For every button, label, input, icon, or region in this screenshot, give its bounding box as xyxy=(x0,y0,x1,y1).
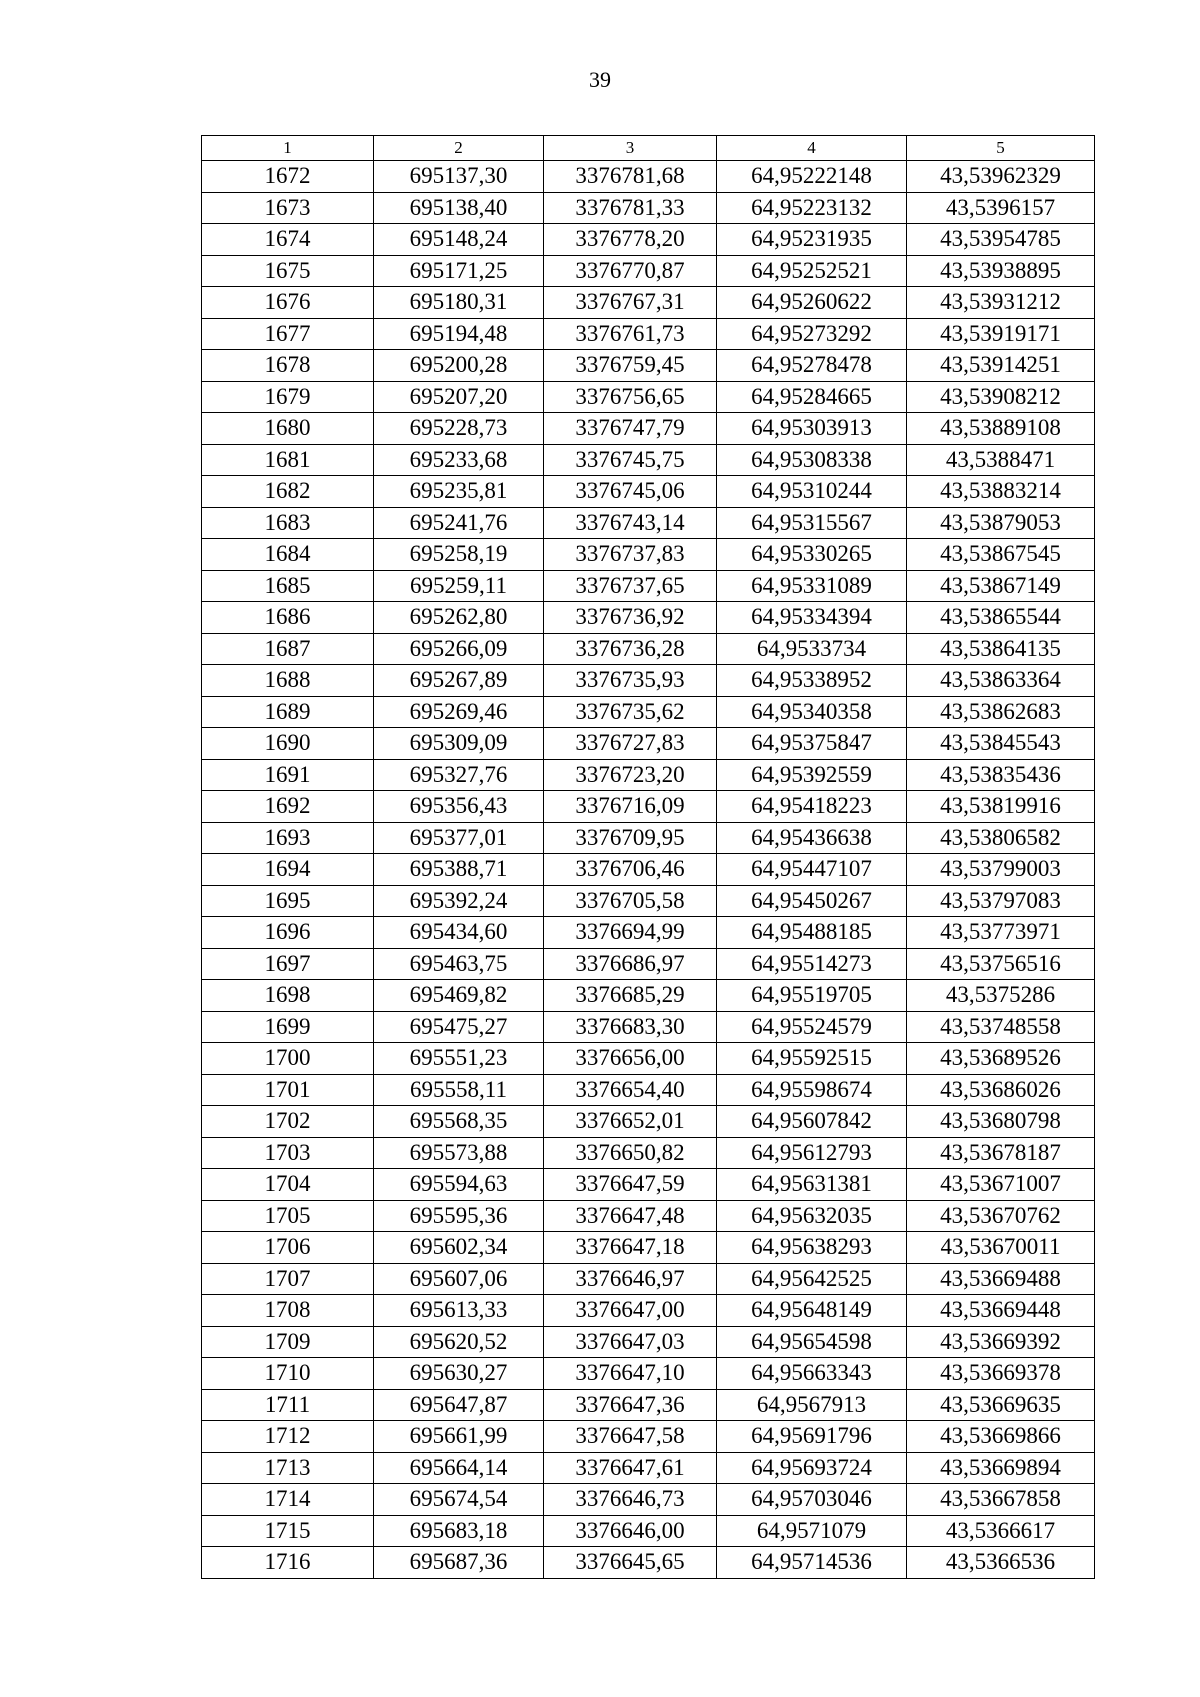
y-coordinate-cell: 3376737,65 xyxy=(544,570,717,602)
x-coordinate-cell: 695309,09 xyxy=(374,728,544,760)
table-row xyxy=(202,1169,1095,1201)
point-number-cell: 1682 xyxy=(202,476,374,508)
longitude-cell: 43,53669635 xyxy=(907,1389,1095,1421)
x-coordinate-cell: 695392,24 xyxy=(374,885,544,917)
longitude-cell: 43,53914251 xyxy=(907,350,1095,382)
y-coordinate-cell: 3376716,09 xyxy=(544,791,717,823)
x-coordinate-cell: 695207,20 xyxy=(374,381,544,413)
y-coordinate-cell: 3376736,28 xyxy=(544,633,717,665)
x-coordinate-cell: 695262,80 xyxy=(374,602,544,634)
y-coordinate-cell: 3376743,14 xyxy=(544,507,717,539)
longitude-cell: 43,53670011 xyxy=(907,1232,1095,1264)
latitude-cell: 64,95703046 xyxy=(717,1484,907,1516)
x-coordinate-cell: 695607,06 xyxy=(374,1263,544,1295)
latitude-cell: 64,95260622 xyxy=(717,287,907,319)
point-number-cell: 1715 xyxy=(202,1515,374,1547)
longitude-cell: 43,53669392 xyxy=(907,1326,1095,1358)
y-coordinate-cell: 3376781,68 xyxy=(544,161,717,193)
table-row xyxy=(202,1043,1095,1075)
latitude-cell: 64,95598674 xyxy=(717,1074,907,1106)
column-header-3: 3 xyxy=(544,136,717,161)
point-number-cell: 1683 xyxy=(202,507,374,539)
longitude-cell: 43,53806582 xyxy=(907,822,1095,854)
latitude-cell: 64,9533734 xyxy=(717,633,907,665)
x-coordinate-cell: 695463,75 xyxy=(374,948,544,980)
y-coordinate-cell: 3376647,58 xyxy=(544,1421,717,1453)
longitude-cell: 43,53962329 xyxy=(907,161,1095,193)
longitude-cell: 43,53689526 xyxy=(907,1043,1095,1075)
coordinates-table xyxy=(201,135,1095,1579)
y-coordinate-cell: 3376761,73 xyxy=(544,318,717,350)
longitude-cell: 43,53919171 xyxy=(907,318,1095,350)
table-row xyxy=(202,570,1095,602)
x-coordinate-cell: 695377,01 xyxy=(374,822,544,854)
table-row xyxy=(202,539,1095,571)
latitude-cell: 64,95330265 xyxy=(717,539,907,571)
longitude-cell: 43,53819916 xyxy=(907,791,1095,823)
point-number-cell: 1709 xyxy=(202,1326,374,1358)
point-number-cell: 1710 xyxy=(202,1358,374,1390)
latitude-cell: 64,9571079 xyxy=(717,1515,907,1547)
latitude-cell: 64,95714536 xyxy=(717,1547,907,1579)
table-row xyxy=(202,665,1095,697)
x-coordinate-cell: 695148,24 xyxy=(374,224,544,256)
point-number-cell: 1705 xyxy=(202,1200,374,1232)
latitude-cell: 64,95375847 xyxy=(717,728,907,760)
y-coordinate-cell: 3376647,10 xyxy=(544,1358,717,1390)
y-coordinate-cell: 3376735,93 xyxy=(544,665,717,697)
longitude-cell: 43,5388471 xyxy=(907,444,1095,476)
column-header-1: 1 xyxy=(202,136,374,161)
point-number-cell: 1677 xyxy=(202,318,374,350)
latitude-cell: 64,95514273 xyxy=(717,948,907,980)
latitude-cell: 64,95231935 xyxy=(717,224,907,256)
latitude-cell: 64,95524579 xyxy=(717,1011,907,1043)
longitude-cell: 43,53669448 xyxy=(907,1295,1095,1327)
table-row xyxy=(202,1515,1095,1547)
point-number-cell: 1691 xyxy=(202,759,374,791)
table-row xyxy=(202,1263,1095,1295)
point-number-cell: 1681 xyxy=(202,444,374,476)
latitude-cell: 64,95284665 xyxy=(717,381,907,413)
longitude-cell: 43,5375286 xyxy=(907,980,1095,1012)
point-number-cell: 1712 xyxy=(202,1421,374,1453)
table-row xyxy=(202,444,1095,476)
table-row xyxy=(202,980,1095,1012)
latitude-cell: 64,95310244 xyxy=(717,476,907,508)
longitude-cell: 43,53799003 xyxy=(907,854,1095,886)
latitude-cell: 64,95450267 xyxy=(717,885,907,917)
point-number-cell: 1716 xyxy=(202,1547,374,1579)
longitude-cell: 43,5366536 xyxy=(907,1547,1095,1579)
table-row xyxy=(202,728,1095,760)
y-coordinate-cell: 3376683,30 xyxy=(544,1011,717,1043)
point-number-cell: 1711 xyxy=(202,1389,374,1421)
x-coordinate-cell: 695661,99 xyxy=(374,1421,544,1453)
y-coordinate-cell: 3376647,03 xyxy=(544,1326,717,1358)
longitude-cell: 43,53667858 xyxy=(907,1484,1095,1516)
latitude-cell: 64,95273292 xyxy=(717,318,907,350)
table-row xyxy=(202,1452,1095,1484)
latitude-cell: 64,95447107 xyxy=(717,854,907,886)
point-number-cell: 1675 xyxy=(202,255,374,287)
y-coordinate-cell: 3376645,65 xyxy=(544,1547,717,1579)
latitude-cell: 64,95278478 xyxy=(717,350,907,382)
y-coordinate-cell: 3376647,48 xyxy=(544,1200,717,1232)
longitude-cell: 43,53867545 xyxy=(907,539,1095,571)
longitude-cell: 43,53773971 xyxy=(907,917,1095,949)
latitude-cell: 64,9567913 xyxy=(717,1389,907,1421)
y-coordinate-cell: 3376735,62 xyxy=(544,696,717,728)
latitude-cell: 64,95648149 xyxy=(717,1295,907,1327)
longitude-cell: 43,53669866 xyxy=(907,1421,1095,1453)
x-coordinate-cell: 695266,09 xyxy=(374,633,544,665)
table-row xyxy=(202,224,1095,256)
y-coordinate-cell: 3376737,83 xyxy=(544,539,717,571)
x-coordinate-cell: 695180,31 xyxy=(374,287,544,319)
point-number-cell: 1692 xyxy=(202,791,374,823)
column-header-5: 5 xyxy=(907,136,1095,161)
table-row xyxy=(202,476,1095,508)
point-number-cell: 1695 xyxy=(202,885,374,917)
x-coordinate-cell: 695228,73 xyxy=(374,413,544,445)
y-coordinate-cell: 3376652,01 xyxy=(544,1106,717,1138)
table-row xyxy=(202,948,1095,980)
x-coordinate-cell: 695594,63 xyxy=(374,1169,544,1201)
x-coordinate-cell: 695630,27 xyxy=(374,1358,544,1390)
y-coordinate-cell: 3376647,00 xyxy=(544,1295,717,1327)
longitude-cell: 43,5396157 xyxy=(907,192,1095,224)
longitude-cell: 43,53938895 xyxy=(907,255,1095,287)
table-row xyxy=(202,318,1095,350)
longitude-cell: 43,53678187 xyxy=(907,1137,1095,1169)
longitude-cell: 43,53865544 xyxy=(907,602,1095,634)
y-coordinate-cell: 3376745,06 xyxy=(544,476,717,508)
x-coordinate-cell: 695602,34 xyxy=(374,1232,544,1264)
point-number-cell: 1680 xyxy=(202,413,374,445)
x-coordinate-cell: 695674,54 xyxy=(374,1484,544,1516)
y-coordinate-cell: 3376778,20 xyxy=(544,224,717,256)
longitude-cell: 43,53862683 xyxy=(907,696,1095,728)
latitude-cell: 64,95436638 xyxy=(717,822,907,854)
x-coordinate-cell: 695356,43 xyxy=(374,791,544,823)
x-coordinate-cell: 695269,46 xyxy=(374,696,544,728)
table-row xyxy=(202,287,1095,319)
latitude-cell: 64,95663343 xyxy=(717,1358,907,1390)
point-number-cell: 1708 xyxy=(202,1295,374,1327)
x-coordinate-cell: 695620,52 xyxy=(374,1326,544,1358)
x-coordinate-cell: 695568,35 xyxy=(374,1106,544,1138)
x-coordinate-cell: 695388,71 xyxy=(374,854,544,886)
point-number-cell: 1713 xyxy=(202,1452,374,1484)
y-coordinate-cell: 3376723,20 xyxy=(544,759,717,791)
longitude-cell: 43,53686026 xyxy=(907,1074,1095,1106)
point-number-cell: 1679 xyxy=(202,381,374,413)
y-coordinate-cell: 3376705,58 xyxy=(544,885,717,917)
point-number-cell: 1699 xyxy=(202,1011,374,1043)
x-coordinate-cell: 695434,60 xyxy=(374,917,544,949)
table-row xyxy=(202,161,1095,193)
point-number-cell: 1697 xyxy=(202,948,374,980)
y-coordinate-cell: 3376709,95 xyxy=(544,822,717,854)
longitude-cell: 43,5366617 xyxy=(907,1515,1095,1547)
y-coordinate-cell: 3376685,29 xyxy=(544,980,717,1012)
table-row xyxy=(202,255,1095,287)
y-coordinate-cell: 3376759,45 xyxy=(544,350,717,382)
x-coordinate-cell: 695595,36 xyxy=(374,1200,544,1232)
point-number-cell: 1707 xyxy=(202,1263,374,1295)
longitude-cell: 43,53669488 xyxy=(907,1263,1095,1295)
x-coordinate-cell: 695687,36 xyxy=(374,1547,544,1579)
y-coordinate-cell: 3376650,82 xyxy=(544,1137,717,1169)
latitude-cell: 64,95691796 xyxy=(717,1421,907,1453)
table-row xyxy=(202,1232,1095,1264)
x-coordinate-cell: 695258,19 xyxy=(374,539,544,571)
table-row xyxy=(202,1106,1095,1138)
latitude-cell: 64,95519705 xyxy=(717,980,907,1012)
table-row xyxy=(202,350,1095,382)
y-coordinate-cell: 3376686,97 xyxy=(544,948,717,980)
point-number-cell: 1685 xyxy=(202,570,374,602)
latitude-cell: 64,95631381 xyxy=(717,1169,907,1201)
point-number-cell: 1673 xyxy=(202,192,374,224)
y-coordinate-cell: 3376646,97 xyxy=(544,1263,717,1295)
y-coordinate-cell: 3376727,83 xyxy=(544,728,717,760)
point-number-cell: 1678 xyxy=(202,350,374,382)
y-coordinate-cell: 3376647,61 xyxy=(544,1452,717,1484)
longitude-cell: 43,53879053 xyxy=(907,507,1095,539)
latitude-cell: 64,95607842 xyxy=(717,1106,907,1138)
point-number-cell: 1693 xyxy=(202,822,374,854)
table-row xyxy=(202,381,1095,413)
point-number-cell: 1689 xyxy=(202,696,374,728)
point-number-cell: 1702 xyxy=(202,1106,374,1138)
latitude-cell: 64,95638293 xyxy=(717,1232,907,1264)
latitude-cell: 64,95340358 xyxy=(717,696,907,728)
latitude-cell: 64,95592515 xyxy=(717,1043,907,1075)
point-number-cell: 1696 xyxy=(202,917,374,949)
table-row xyxy=(202,791,1095,823)
table-row xyxy=(202,633,1095,665)
table-row xyxy=(202,1547,1095,1579)
latitude-cell: 64,95418223 xyxy=(717,791,907,823)
column-header-2: 2 xyxy=(374,136,544,161)
longitude-cell: 43,53845543 xyxy=(907,728,1095,760)
longitude-cell: 43,53889108 xyxy=(907,413,1095,445)
x-coordinate-cell: 695233,68 xyxy=(374,444,544,476)
table-row xyxy=(202,1326,1095,1358)
y-coordinate-cell: 3376647,36 xyxy=(544,1389,717,1421)
x-coordinate-cell: 695573,88 xyxy=(374,1137,544,1169)
point-number-cell: 1714 xyxy=(202,1484,374,1516)
longitude-cell: 43,53669378 xyxy=(907,1358,1095,1390)
y-coordinate-cell: 3376767,31 xyxy=(544,287,717,319)
latitude-cell: 64,95612793 xyxy=(717,1137,907,1169)
latitude-cell: 64,95331089 xyxy=(717,570,907,602)
latitude-cell: 64,95338952 xyxy=(717,665,907,697)
table-row xyxy=(202,192,1095,224)
table-row xyxy=(202,602,1095,634)
longitude-cell: 43,53908212 xyxy=(907,381,1095,413)
y-coordinate-cell: 3376656,00 xyxy=(544,1043,717,1075)
x-coordinate-cell: 695558,11 xyxy=(374,1074,544,1106)
table-row xyxy=(202,1295,1095,1327)
x-coordinate-cell: 695683,18 xyxy=(374,1515,544,1547)
latitude-cell: 64,95632035 xyxy=(717,1200,907,1232)
x-coordinate-cell: 695235,81 xyxy=(374,476,544,508)
x-coordinate-cell: 695137,30 xyxy=(374,161,544,193)
y-coordinate-cell: 3376647,18 xyxy=(544,1232,717,1264)
table-row xyxy=(202,413,1095,445)
table-row xyxy=(202,696,1095,728)
x-coordinate-cell: 695664,14 xyxy=(374,1452,544,1484)
latitude-cell: 64,95488185 xyxy=(717,917,907,949)
y-coordinate-cell: 3376654,40 xyxy=(544,1074,717,1106)
point-number-cell: 1690 xyxy=(202,728,374,760)
longitude-cell: 43,53863364 xyxy=(907,665,1095,697)
point-number-cell: 1688 xyxy=(202,665,374,697)
point-number-cell: 1672 xyxy=(202,161,374,193)
longitude-cell: 43,53756516 xyxy=(907,948,1095,980)
table-row xyxy=(202,1011,1095,1043)
longitude-cell: 43,53867149 xyxy=(907,570,1095,602)
latitude-cell: 64,95252521 xyxy=(717,255,907,287)
y-coordinate-cell: 3376756,65 xyxy=(544,381,717,413)
latitude-cell: 64,95315567 xyxy=(717,507,907,539)
longitude-cell: 43,53864135 xyxy=(907,633,1095,665)
y-coordinate-cell: 3376736,92 xyxy=(544,602,717,634)
table-row xyxy=(202,1200,1095,1232)
point-number-cell: 1698 xyxy=(202,980,374,1012)
y-coordinate-cell: 3376747,79 xyxy=(544,413,717,445)
point-number-cell: 1684 xyxy=(202,539,374,571)
longitude-cell: 43,53797083 xyxy=(907,885,1095,917)
x-coordinate-cell: 695647,87 xyxy=(374,1389,544,1421)
table-row xyxy=(202,1484,1095,1516)
longitude-cell: 43,53835436 xyxy=(907,759,1095,791)
point-number-cell: 1703 xyxy=(202,1137,374,1169)
table-row xyxy=(202,759,1095,791)
point-number-cell: 1700 xyxy=(202,1043,374,1075)
page-number: 39 xyxy=(589,67,611,92)
y-coordinate-cell: 3376694,99 xyxy=(544,917,717,949)
y-coordinate-cell: 3376706,46 xyxy=(544,854,717,886)
longitude-cell: 43,53670762 xyxy=(907,1200,1095,1232)
x-coordinate-cell: 695200,28 xyxy=(374,350,544,382)
table-row xyxy=(202,822,1095,854)
point-number-cell: 1686 xyxy=(202,602,374,634)
point-number-cell: 1676 xyxy=(202,287,374,319)
point-number-cell: 1701 xyxy=(202,1074,374,1106)
x-coordinate-cell: 695551,23 xyxy=(374,1043,544,1075)
x-coordinate-cell: 695613,33 xyxy=(374,1295,544,1327)
table-row xyxy=(202,1389,1095,1421)
longitude-cell: 43,53671007 xyxy=(907,1169,1095,1201)
latitude-cell: 64,95303913 xyxy=(717,413,907,445)
table-row xyxy=(202,1358,1095,1390)
point-number-cell: 1694 xyxy=(202,854,374,886)
latitude-cell: 64,95392559 xyxy=(717,759,907,791)
table-row xyxy=(202,1421,1095,1453)
table-row xyxy=(202,1074,1095,1106)
column-header-4: 4 xyxy=(717,136,907,161)
latitude-cell: 64,95693724 xyxy=(717,1452,907,1484)
x-coordinate-cell: 695469,82 xyxy=(374,980,544,1012)
y-coordinate-cell: 3376646,00 xyxy=(544,1515,717,1547)
y-coordinate-cell: 3376770,87 xyxy=(544,255,717,287)
x-coordinate-cell: 695267,89 xyxy=(374,665,544,697)
point-number-cell: 1706 xyxy=(202,1232,374,1264)
x-coordinate-cell: 695194,48 xyxy=(374,318,544,350)
longitude-cell: 43,53669894 xyxy=(907,1452,1095,1484)
latitude-cell: 64,95642525 xyxy=(717,1263,907,1295)
point-number-cell: 1704 xyxy=(202,1169,374,1201)
table-row xyxy=(202,1137,1095,1169)
latitude-cell: 64,95308338 xyxy=(717,444,907,476)
x-coordinate-cell: 695138,40 xyxy=(374,192,544,224)
y-coordinate-cell: 3376647,59 xyxy=(544,1169,717,1201)
y-coordinate-cell: 3376745,75 xyxy=(544,444,717,476)
x-coordinate-cell: 695475,27 xyxy=(374,1011,544,1043)
table-row xyxy=(202,854,1095,886)
longitude-cell: 43,53954785 xyxy=(907,224,1095,256)
table-body xyxy=(202,161,1095,1579)
latitude-cell: 64,95223132 xyxy=(717,192,907,224)
x-coordinate-cell: 695327,76 xyxy=(374,759,544,791)
latitude-cell: 64,95654598 xyxy=(717,1326,907,1358)
table-row xyxy=(202,917,1095,949)
x-coordinate-cell: 695259,11 xyxy=(374,570,544,602)
latitude-cell: 64,95334394 xyxy=(717,602,907,634)
longitude-cell: 43,53680798 xyxy=(907,1106,1095,1138)
table-row xyxy=(202,507,1095,539)
longitude-cell: 43,53748558 xyxy=(907,1011,1095,1043)
longitude-cell: 43,53931212 xyxy=(907,287,1095,319)
point-number-cell: 1674 xyxy=(202,224,374,256)
y-coordinate-cell: 3376781,33 xyxy=(544,192,717,224)
latitude-cell: 64,95222148 xyxy=(717,161,907,193)
point-number-cell: 1687 xyxy=(202,633,374,665)
longitude-cell: 43,53883214 xyxy=(907,476,1095,508)
x-coordinate-cell: 695241,76 xyxy=(374,507,544,539)
x-coordinate-cell: 695171,25 xyxy=(374,255,544,287)
y-coordinate-cell: 3376646,73 xyxy=(544,1484,717,1516)
table-row xyxy=(202,885,1095,917)
table-header-row xyxy=(202,136,1095,161)
